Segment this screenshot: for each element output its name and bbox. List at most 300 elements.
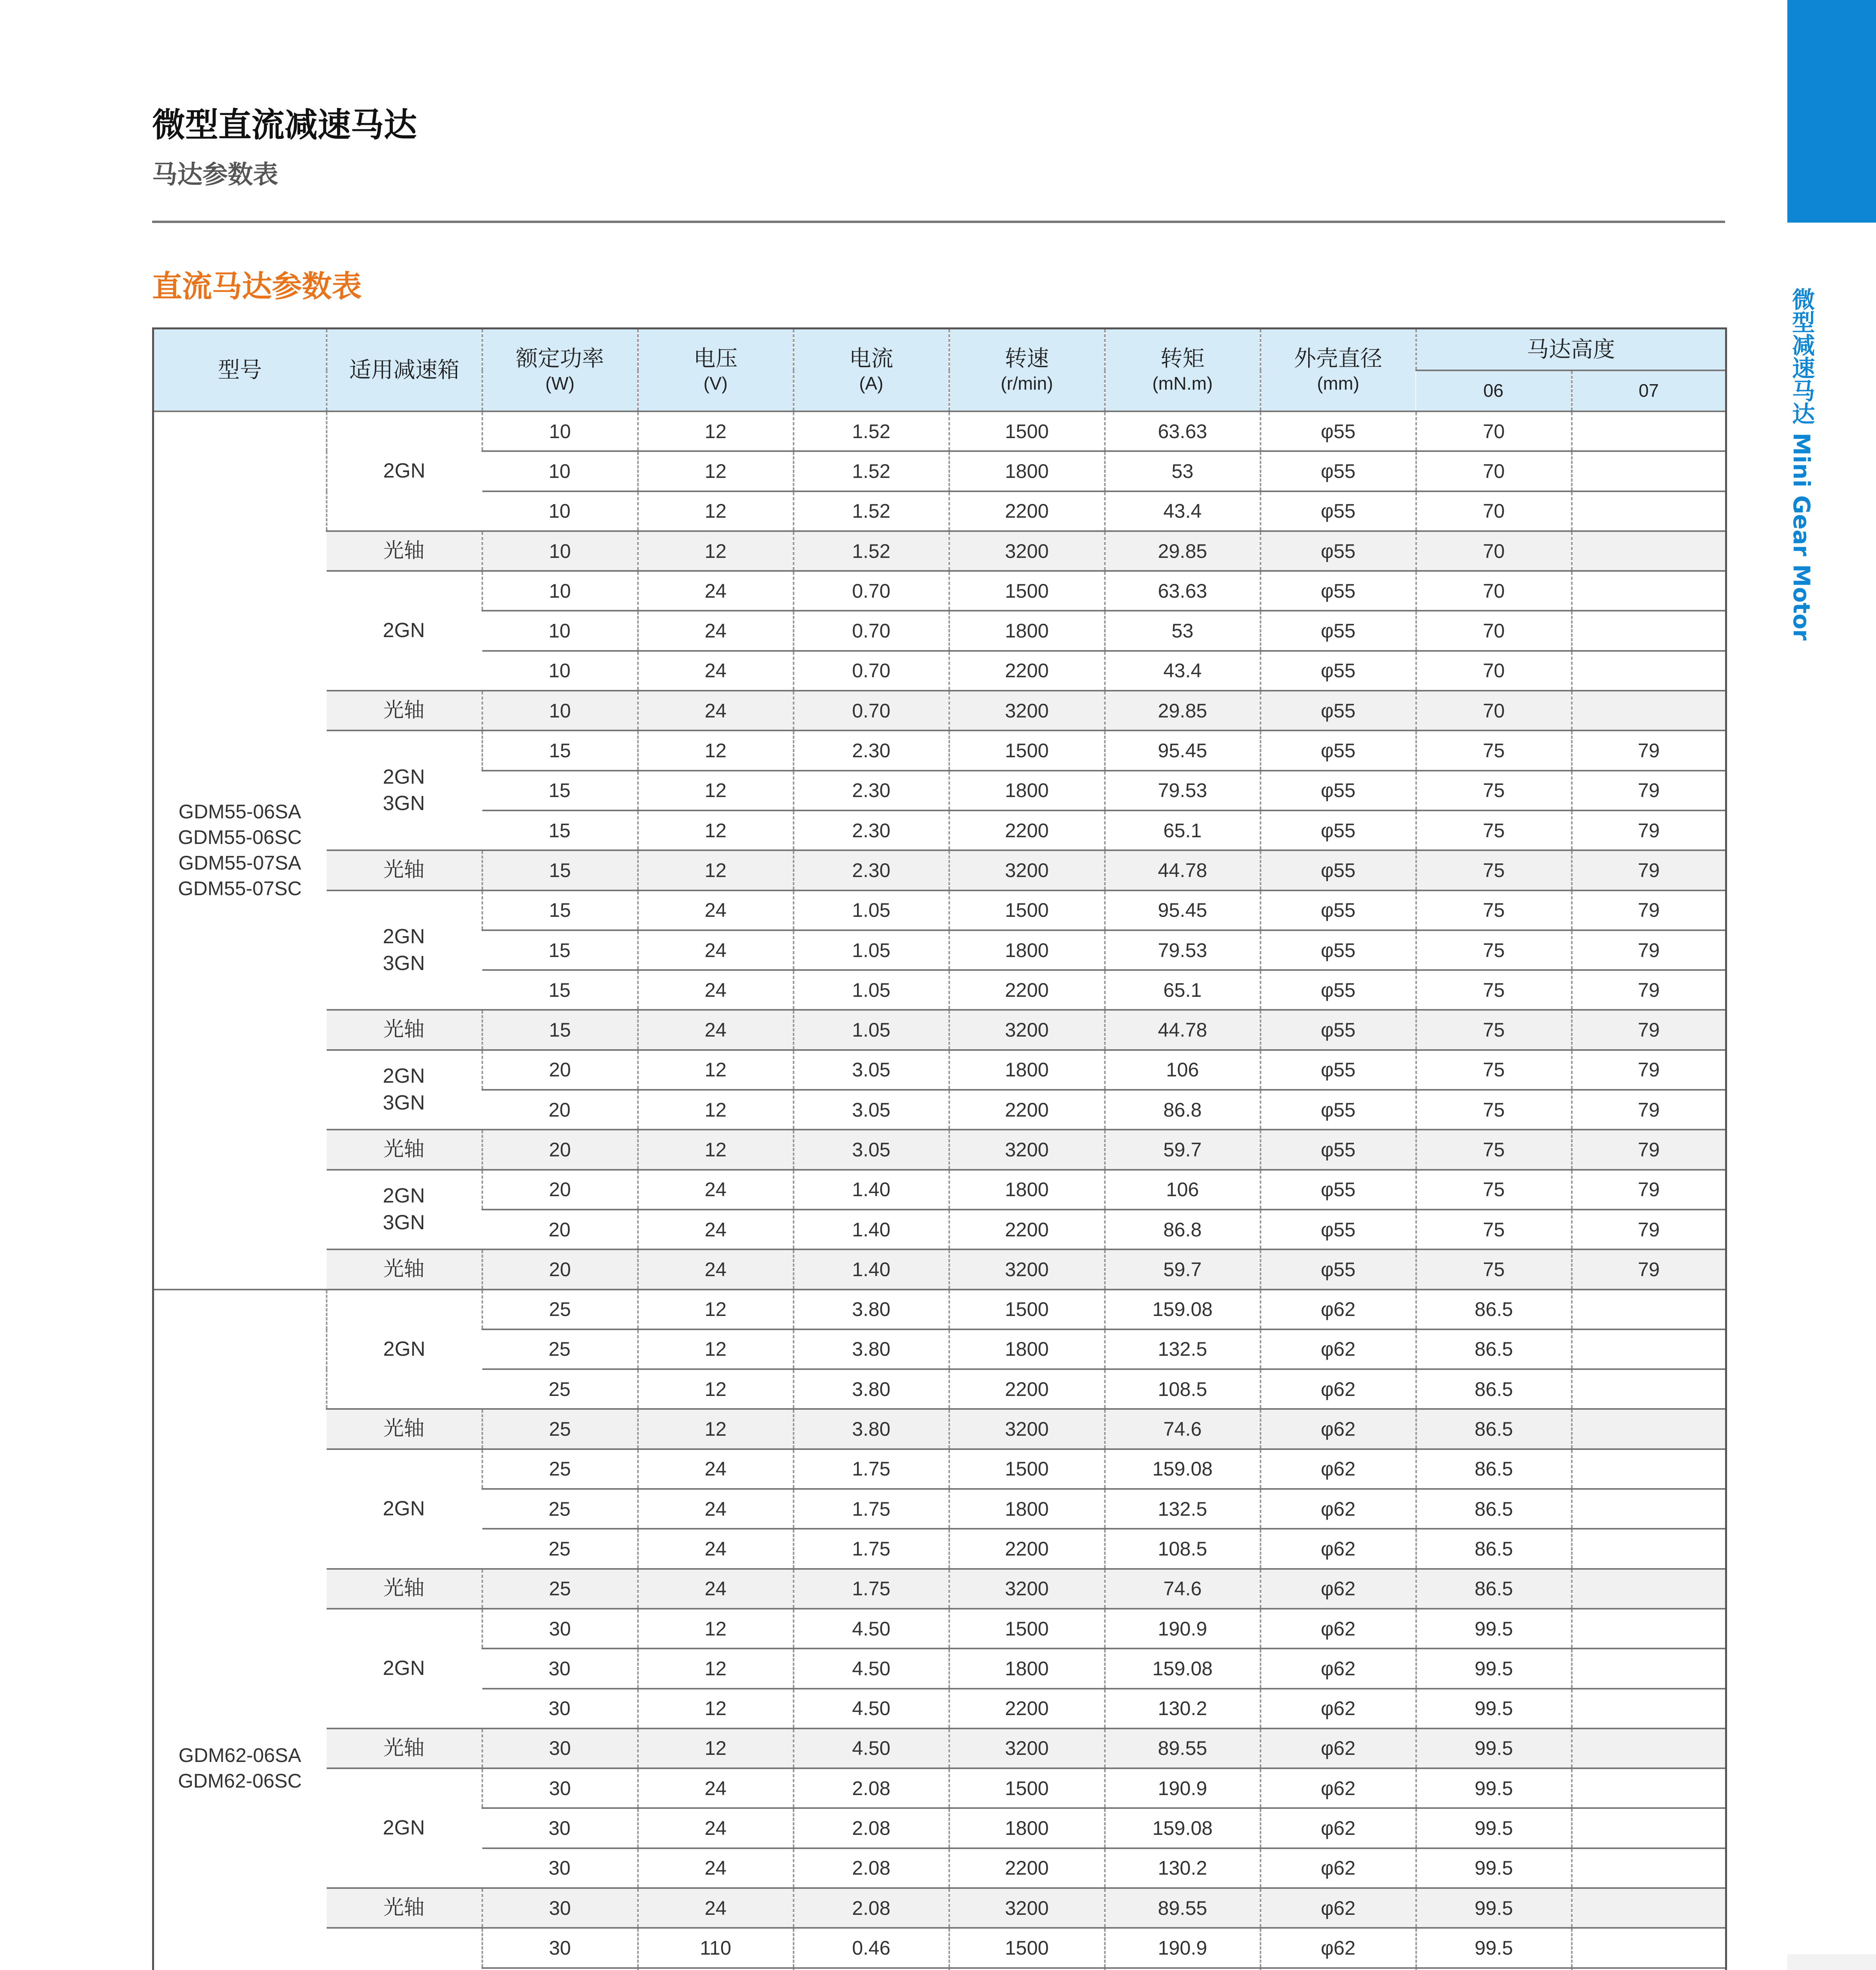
value-cell: 99.5 (1416, 1609, 1572, 1648)
value-cell: 75 (1416, 1130, 1572, 1169)
value-cell: 75 (1416, 890, 1572, 930)
value-cell: 79 (1572, 1090, 1726, 1130)
value-cell: 79 (1572, 1050, 1726, 1090)
value-cell: 79 (1572, 850, 1726, 890)
side-tab-gray (1787, 1954, 1876, 1970)
value-cell: 86.5 (1416, 1489, 1572, 1529)
value-cell: 2200 (949, 1090, 1105, 1130)
value-cell: φ55 (1261, 1130, 1416, 1169)
value-cell: 79 (1572, 1210, 1726, 1249)
value-cell: 12 (638, 730, 794, 770)
value-cell: 1.52 (794, 411, 949, 451)
gearbox-cell: 2GN (327, 411, 482, 531)
side-section-label: 微型减速马达 Mini Gear Motor (1788, 288, 1815, 641)
value-cell: 44.78 (1105, 1010, 1261, 1050)
value-cell: 3200 (949, 691, 1105, 730)
value-cell: 99.5 (1416, 1928, 1572, 1968)
value-cell: 89.55 (1105, 1888, 1261, 1928)
value-cell: 10 (482, 571, 638, 611)
value-cell: 65.1 (1105, 970, 1261, 1010)
value-cell: φ55 (1261, 611, 1416, 650)
gearbox-cell: 光轴 (327, 1888, 482, 1928)
value-cell: 130.2 (1105, 1848, 1261, 1888)
value-cell: φ62 (1261, 1648, 1416, 1688)
gearbox-cell: 2GN (327, 571, 482, 691)
value-cell: 3.05 (794, 1050, 949, 1090)
value-cell: 1.52 (794, 451, 949, 491)
value-cell: 24 (638, 1529, 794, 1569)
value-cell: 79 (1572, 1010, 1726, 1050)
value-cell: 0.46 (794, 1928, 949, 1968)
value-cell: φ62 (1261, 1728, 1416, 1768)
value-cell: 86.8 (1105, 1090, 1261, 1130)
value-cell: 79 (1572, 1170, 1726, 1210)
value-cell: 2.08 (794, 1848, 949, 1888)
value-cell: 86.8 (1105, 1210, 1261, 1249)
value-cell: 75 (1416, 850, 1572, 890)
value-cell: φ55 (1261, 691, 1416, 730)
value-cell: 3.05 (794, 1130, 949, 1169)
value-cell (1572, 1888, 1726, 1928)
value-cell: 24 (638, 970, 794, 1010)
value-cell: 1.05 (794, 930, 949, 970)
value-cell (1572, 531, 1726, 571)
value-cell: 190.9 (1105, 1768, 1261, 1808)
value-cell: 70 (1416, 611, 1572, 650)
value-cell: 79 (1572, 930, 1726, 970)
value-cell: φ55 (1261, 1090, 1416, 1130)
value-cell (1572, 1648, 1726, 1688)
value-cell (1572, 491, 1726, 531)
value-cell (1572, 1369, 1726, 1409)
value-cell: 3.05 (794, 1090, 949, 1130)
value-cell: 12 (638, 1050, 794, 1090)
value-cell: 2200 (949, 651, 1105, 691)
value-cell: 10 (482, 451, 638, 491)
value-cell: 3200 (949, 850, 1105, 890)
value-cell: 1.75 (794, 1569, 949, 1609)
header-model: 型号 (153, 329, 327, 412)
header-torque: 转矩 (mN.m) (1105, 329, 1261, 412)
value-cell: φ62 (1261, 1888, 1416, 1928)
value-cell: 2200 (949, 1210, 1105, 1249)
value-cell: 1.75 (794, 1449, 949, 1489)
gearbox-cell: 2GN 3GN (327, 890, 482, 1010)
value-cell: 4.50 (794, 1728, 949, 1768)
value-cell: 2.30 (794, 730, 949, 770)
page-subtitle: 马达参数表 (152, 160, 278, 190)
value-cell: φ55 (1261, 651, 1416, 691)
header-power: 额定功率 (W) (482, 329, 638, 412)
value-cell: 70 (1416, 571, 1572, 611)
value-cell: 1.75 (794, 1529, 949, 1569)
value-cell: 1.40 (794, 1210, 949, 1249)
value-cell: 2.30 (794, 771, 949, 810)
value-cell (1572, 1489, 1726, 1529)
value-cell: 25 (482, 1489, 638, 1529)
value-cell: 3200 (949, 1888, 1105, 1928)
value-cell: 20 (482, 1090, 638, 1130)
value-cell: 30 (482, 1609, 638, 1648)
value-cell: 70 (1416, 531, 1572, 571)
value-cell (1572, 1329, 1726, 1369)
header-voltage: 电压 (V) (638, 329, 794, 412)
value-cell: 2200 (949, 491, 1105, 531)
table-row (153, 890, 1726, 930)
value-cell: 12 (638, 451, 794, 491)
value-cell: 20 (482, 1130, 638, 1169)
value-cell: 79 (1572, 1130, 1726, 1169)
value-cell: φ55 (1261, 1249, 1416, 1289)
value-cell: 63.63 (1105, 411, 1261, 451)
value-cell: 86.5 (1416, 1290, 1572, 1329)
value-cell (1572, 411, 1726, 451)
value-cell: 0.70 (794, 611, 949, 650)
table-row (153, 1249, 1726, 1289)
value-cell: 2200 (949, 1369, 1105, 1409)
table-row (153, 1130, 1726, 1169)
value-cell: 79.53 (1105, 771, 1261, 810)
value-cell: 12 (638, 771, 794, 810)
value-cell: 86.5 (1416, 1529, 1572, 1569)
gearbox-cell (327, 1928, 482, 1970)
value-cell: 12 (638, 1728, 794, 1768)
value-cell: 1.40 (794, 1249, 949, 1289)
value-cell: 132.5 (1105, 1489, 1261, 1529)
table-row (153, 571, 1726, 611)
value-cell: 1800 (949, 1170, 1105, 1210)
value-cell (1572, 571, 1726, 611)
value-cell: 74.6 (1105, 1569, 1261, 1609)
value-cell: 108.5 (1105, 1369, 1261, 1409)
value-cell: 25 (482, 1409, 638, 1449)
value-cell: φ55 (1261, 730, 1416, 770)
header-height: 马达高度 (1416, 329, 1726, 371)
value-cell: 59.7 (1105, 1249, 1261, 1289)
value-cell: 2.30 (794, 810, 949, 850)
value-cell: 24 (638, 571, 794, 611)
page-title: 微型直流减速马达 (152, 106, 417, 144)
value-cell: 108.5 (1105, 1529, 1261, 1569)
value-cell: 24 (638, 1888, 794, 1928)
value-cell: 1800 (949, 771, 1105, 810)
value-cell: 24 (638, 1449, 794, 1489)
value-cell: 159.08 (1105, 1290, 1261, 1329)
value-cell: 79 (1572, 1249, 1726, 1289)
value-cell: φ62 (1261, 1369, 1416, 1409)
value-cell: 1500 (949, 1928, 1105, 1968)
header-height-06: 06 (1416, 370, 1572, 411)
value-cell: 3.80 (794, 1329, 949, 1369)
value-cell: 1500 (949, 571, 1105, 611)
value-cell: 15 (482, 1010, 638, 1050)
table-row (153, 1409, 1726, 1449)
value-cell: 20 (482, 1050, 638, 1090)
value-cell: 2.08 (794, 1888, 949, 1928)
value-cell: 63.63 (1105, 571, 1261, 611)
value-cell: φ62 (1261, 1489, 1416, 1529)
value-cell: 99.5 (1416, 1728, 1572, 1768)
value-cell (1572, 651, 1726, 691)
value-cell: 75 (1416, 730, 1572, 770)
value-cell: 95.45 (1105, 730, 1261, 770)
value-cell: 159.08 (1105, 1449, 1261, 1489)
value-cell: 89.55 (1105, 1728, 1261, 1768)
value-cell: 53 (1105, 611, 1261, 650)
value-cell: φ62 (1261, 1768, 1416, 1808)
table-row (153, 1888, 1726, 1928)
value-cell: 74.6 (1105, 1409, 1261, 1449)
value-cell: φ55 (1261, 810, 1416, 850)
gearbox-cell: 光轴 (327, 1010, 482, 1050)
value-cell: 75 (1416, 1249, 1572, 1289)
value-cell: φ62 (1261, 1409, 1416, 1449)
value-cell: φ55 (1261, 411, 1416, 451)
value-cell (1105, 1968, 1261, 1970)
value-cell: 1500 (949, 730, 1105, 770)
value-cell: 30 (482, 1808, 638, 1848)
value-cell: 15 (482, 850, 638, 890)
value-cell: 29.85 (1105, 691, 1261, 730)
value-cell: φ62 (1261, 1569, 1416, 1609)
value-cell (1572, 611, 1726, 650)
value-cell: 2200 (949, 1848, 1105, 1888)
value-cell: 1500 (949, 1449, 1105, 1489)
value-cell: 99.5 (1416, 1768, 1572, 1808)
table-row (153, 850, 1726, 890)
value-cell (1572, 1808, 1726, 1848)
header-current: 电流 (A) (794, 329, 949, 412)
value-cell: 3.80 (794, 1409, 949, 1449)
value-cell (1572, 1928, 1726, 1968)
header-height-07: 07 (1572, 370, 1726, 411)
value-cell: 106 (1105, 1170, 1261, 1210)
value-cell: 190.9 (1105, 1609, 1261, 1648)
value-cell: 1.05 (794, 1010, 949, 1050)
value-cell: 1800 (949, 930, 1105, 970)
value-cell: 99.5 (1416, 1848, 1572, 1888)
value-cell: 24 (638, 1489, 794, 1529)
value-cell: 1500 (949, 411, 1105, 451)
table-row (153, 531, 1726, 571)
value-cell: φ55 (1261, 1050, 1416, 1090)
value-cell: 106 (1105, 1050, 1261, 1090)
value-cell: φ62 (1261, 1329, 1416, 1369)
value-cell: 86.5 (1416, 1449, 1572, 1489)
value-cell: 10 (482, 691, 638, 730)
gearbox-cell: 光轴 (327, 1130, 482, 1169)
value-cell: 10 (482, 411, 638, 451)
value-cell: φ55 (1261, 1170, 1416, 1210)
value-cell: 20 (482, 1210, 638, 1249)
value-cell: 70 (1416, 491, 1572, 531)
value-cell: 10 (482, 531, 638, 571)
value-cell: 1.40 (794, 1170, 949, 1210)
value-cell: 70 (1416, 651, 1572, 691)
value-cell: 12 (638, 531, 794, 571)
value-cell (1572, 1529, 1726, 1569)
value-cell: 0.70 (794, 651, 949, 691)
model-cell: GDM55-06SA GDM55-06SC GDM55-07SA GDM55-07SC (153, 411, 327, 1290)
value-cell: 1500 (949, 890, 1105, 930)
value-cell: 1500 (949, 1768, 1105, 1808)
value-cell: 3200 (949, 1569, 1105, 1609)
value-cell: 3200 (949, 1409, 1105, 1449)
value-cell: 86.5 (1416, 1369, 1572, 1409)
value-cell: 15 (482, 890, 638, 930)
value-cell: 86.5 (1416, 1329, 1572, 1369)
value-cell: 3200 (949, 1249, 1105, 1289)
value-cell: 12 (638, 1609, 794, 1648)
value-cell: 30 (482, 1768, 638, 1808)
value-cell: 25 (482, 1290, 638, 1329)
value-cell: 24 (638, 1010, 794, 1050)
value-cell: 0.70 (794, 571, 949, 611)
table-row (153, 1609, 1726, 1648)
value-cell: 59.7 (1105, 1130, 1261, 1169)
value-cell: 12 (638, 1689, 794, 1728)
value-cell: 24 (638, 1170, 794, 1210)
value-cell: 12 (638, 850, 794, 890)
value-cell: 1800 (949, 1648, 1105, 1688)
value-cell: φ62 (1261, 1449, 1416, 1489)
value-cell: 25 (482, 1569, 638, 1609)
value-cell: φ62 (1261, 1848, 1416, 1888)
value-cell: 20 (482, 1249, 638, 1289)
value-cell: 25 (482, 1369, 638, 1409)
value-cell: 79 (1572, 730, 1726, 770)
value-cell: 99.5 (1416, 1808, 1572, 1848)
value-cell: 24 (638, 1808, 794, 1848)
value-cell: 4.50 (794, 1609, 949, 1648)
table-row (153, 1569, 1726, 1609)
value-cell: 15 (482, 730, 638, 770)
value-cell: 75 (1416, 930, 1572, 970)
value-cell: φ55 (1261, 771, 1416, 810)
value-cell: 12 (638, 1409, 794, 1449)
value-cell: φ55 (1261, 890, 1416, 930)
table-row (153, 1010, 1726, 1050)
section-title: 直流马达参数表 (152, 269, 362, 304)
value-cell: 3200 (949, 1010, 1105, 1050)
value-cell: 75 (1416, 1010, 1572, 1050)
value-cell: 10 (482, 491, 638, 531)
value-cell: 24 (638, 1210, 794, 1249)
value-cell: 24 (638, 1768, 794, 1808)
value-cell: 12 (638, 810, 794, 850)
value-cell: φ55 (1261, 850, 1416, 890)
value-cell: 29.85 (1105, 531, 1261, 571)
side-tab-accent (1787, 0, 1876, 223)
value-cell: φ62 (1261, 1290, 1416, 1329)
value-cell (1572, 1609, 1726, 1648)
table-row (153, 1728, 1726, 1768)
value-cell: 1500 (949, 1290, 1105, 1329)
value-cell: 65.1 (1105, 810, 1261, 850)
table-row (153, 1449, 1726, 1489)
gearbox-cell: 光轴 (327, 1249, 482, 1289)
value-cell: φ55 (1261, 491, 1416, 531)
value-cell: 79 (1572, 771, 1726, 810)
value-cell: 24 (638, 890, 794, 930)
value-cell (1572, 1968, 1726, 1970)
value-cell: φ55 (1261, 1210, 1416, 1249)
value-cell: 2.08 (794, 1808, 949, 1848)
value-cell: 86.5 (1416, 1569, 1572, 1609)
value-cell: 12 (638, 1648, 794, 1688)
value-cell: 1.52 (794, 531, 949, 571)
value-cell: 3.80 (794, 1290, 949, 1329)
value-cell: 12 (638, 1369, 794, 1409)
value-cell: 43.4 (1105, 491, 1261, 531)
value-cell: 25 (482, 1449, 638, 1489)
value-cell: 3.80 (794, 1369, 949, 1409)
value-cell: 1.05 (794, 890, 949, 930)
value-cell: 24 (638, 1249, 794, 1289)
value-cell: φ55 (1261, 451, 1416, 491)
value-cell (1572, 1848, 1726, 1888)
value-cell: φ55 (1261, 571, 1416, 611)
value-cell: 79.53 (1105, 930, 1261, 970)
value-cell: 2200 (949, 810, 1105, 850)
value-cell: 12 (638, 1329, 794, 1369)
value-cell: 75 (1416, 1210, 1572, 1249)
value-cell: 12 (638, 1130, 794, 1169)
value-cell: 75 (1416, 970, 1572, 1010)
value-cell: 30 (482, 1848, 638, 1888)
value-cell: 43.4 (1105, 651, 1261, 691)
gearbox-cell: 光轴 (327, 1569, 482, 1609)
value-cell: 2200 (949, 1689, 1105, 1728)
value-cell: 10 (482, 651, 638, 691)
value-cell: 24 (638, 651, 794, 691)
value-cell: 75 (1416, 1050, 1572, 1090)
value-cell: 2.30 (794, 850, 949, 890)
value-cell: 75 (1416, 1090, 1572, 1130)
value-cell: 130.2 (1105, 1689, 1261, 1728)
table-row (153, 1050, 1726, 1090)
value-cell (638, 1968, 794, 1970)
value-cell: φ55 (1261, 1010, 1416, 1050)
value-cell (1572, 691, 1726, 730)
value-cell (1572, 1290, 1726, 1329)
gearbox-cell: 光轴 (327, 1728, 482, 1768)
value-cell: 44.78 (1105, 850, 1261, 890)
value-cell: 15 (482, 970, 638, 1010)
value-cell: 99.5 (1416, 1888, 1572, 1928)
spec-table-body (153, 411, 1726, 1970)
value-cell: 159.08 (1105, 1648, 1261, 1688)
value-cell: 79 (1572, 810, 1726, 850)
value-cell: 3200 (949, 531, 1105, 571)
value-cell: 25 (482, 1529, 638, 1569)
value-cell: 1800 (949, 1808, 1105, 1848)
value-cell: 3200 (949, 1728, 1105, 1768)
gearbox-cell: 2GN 3GN (327, 730, 482, 850)
value-cell: 12 (638, 411, 794, 451)
value-cell: 15 (482, 930, 638, 970)
table-row (153, 730, 1726, 770)
value-cell: φ62 (1261, 1609, 1416, 1648)
value-cell: 1.05 (794, 970, 949, 1010)
gearbox-cell: 光轴 (327, 850, 482, 890)
value-cell: 2200 (949, 1529, 1105, 1569)
value-cell: 30 (482, 1888, 638, 1928)
value-cell: 25 (482, 1329, 638, 1369)
header-speed: 转速 (r/min) (949, 329, 1105, 412)
value-cell: φ62 (1261, 1808, 1416, 1848)
value-cell: 110 (638, 1928, 794, 1968)
